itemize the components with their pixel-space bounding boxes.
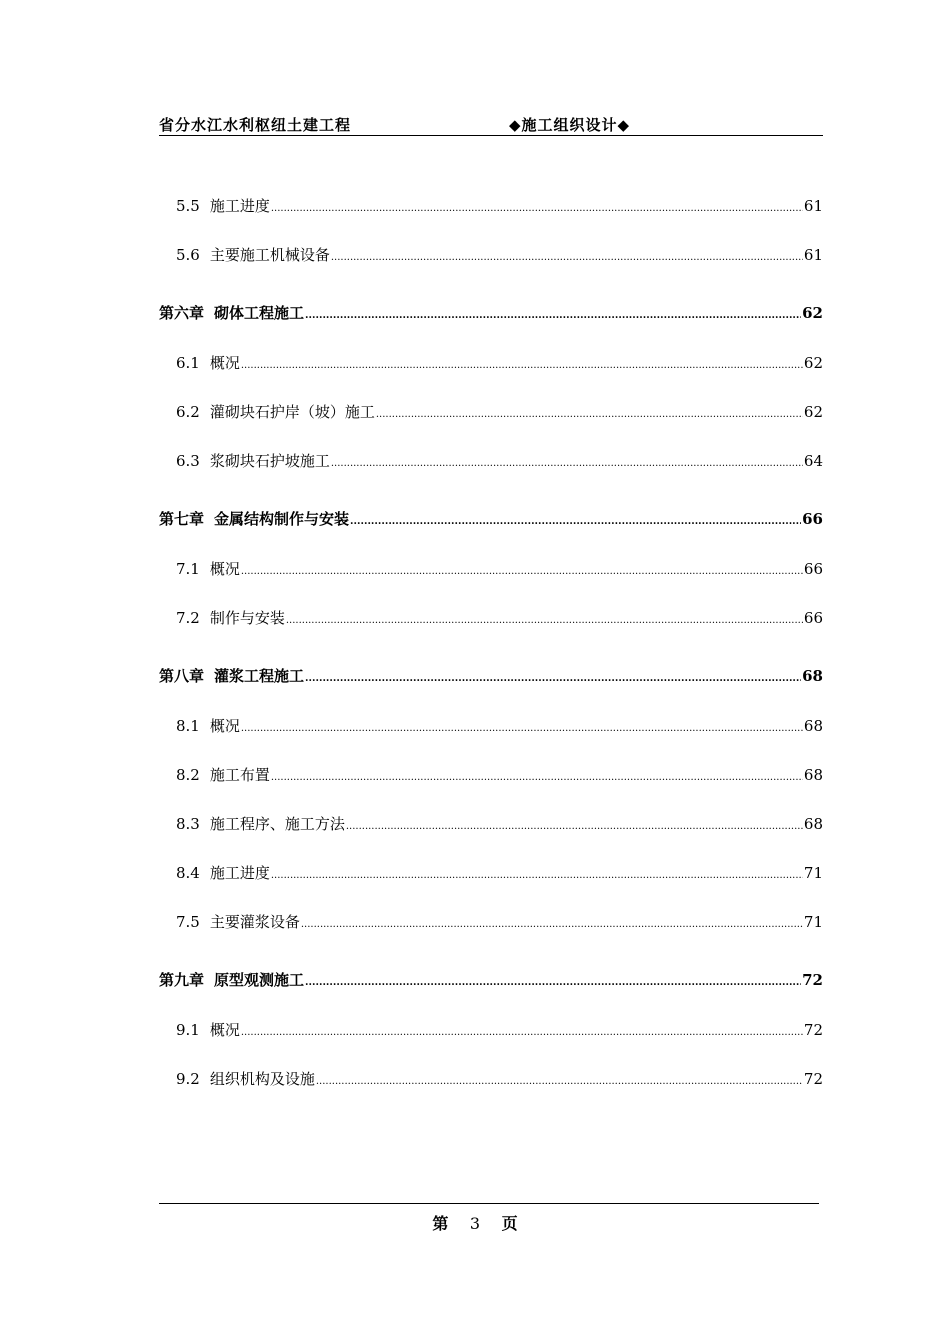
toc-dot-leader — [316, 1077, 803, 1087]
toc-dot-leader — [350, 517, 801, 527]
toc-entry-title: 主要灌浆设备 — [209, 913, 300, 931]
toc-entry-title: 施工布置 — [209, 766, 270, 784]
toc-entry-page: 66 — [802, 510, 823, 528]
toc-entry-page: 68 — [803, 815, 823, 833]
toc-dot-leader — [286, 616, 803, 626]
toc-section-entry[interactable] — [159, 343, 823, 392]
toc-entry-number: 5.6 — [176, 246, 200, 264]
toc-entry-number: 6.3 — [176, 452, 200, 470]
toc-entry-title: 主要施工机械设备 — [209, 246, 330, 264]
toc-entry-title: 灌砌块石护岸（坡）施工 — [209, 403, 375, 421]
toc-entry-number: 第六章 — [159, 304, 205, 322]
toc-dot-leader — [271, 773, 803, 783]
toc-section-entry[interactable] — [159, 902, 823, 951]
toc-entry-page: 72 — [803, 1070, 823, 1088]
toc-entry-title: 概况 — [209, 1021, 240, 1039]
toc-dot-leader — [331, 253, 803, 263]
toc-section-entry[interactable] — [159, 804, 823, 853]
toc-entry-page: 61 — [803, 246, 823, 264]
toc-entry-title: 原型观测施工 — [214, 971, 305, 989]
toc-section-entry[interactable] — [159, 392, 823, 441]
toc-entry-number: 7.1 — [176, 560, 200, 578]
toc-dot-leader — [305, 674, 801, 684]
toc-entry-page: 62 — [803, 354, 823, 372]
toc-section-entry[interactable] — [159, 1010, 823, 1059]
toc-entry-page: 72 — [802, 971, 823, 989]
toc-dot-leader — [305, 978, 801, 988]
toc-section-entry[interactable] — [159, 235, 823, 284]
toc-entry-page: 62 — [803, 403, 823, 421]
toc-entry-number: 8.3 — [176, 815, 200, 833]
toc-entry-page: 66 — [803, 609, 823, 627]
toc-entry-number: 8.2 — [176, 766, 200, 784]
toc-entry-page: 68 — [803, 766, 823, 784]
toc-section-entry[interactable] — [159, 441, 823, 490]
toc-entry-number: 7.2 — [176, 609, 200, 627]
toc-dot-leader — [331, 459, 803, 469]
toc-chapter-entry[interactable] — [159, 284, 823, 343]
toc-entry-number: 8.1 — [176, 717, 200, 735]
toc-chapter-entry[interactable] — [159, 951, 823, 1010]
toc-entry-title: 施工进度 — [209, 197, 270, 215]
toc-entry-title: 概况 — [209, 354, 240, 372]
toc-section-entry[interactable] — [159, 853, 823, 902]
toc-entry-page: 61 — [803, 197, 823, 215]
toc-entry-number: 9.2 — [176, 1070, 200, 1088]
toc-entry-page: 72 — [803, 1021, 823, 1039]
toc-entry-title: 概况 — [209, 560, 240, 578]
toc-entry-title: 浆砌块石护坡施工 — [209, 452, 330, 470]
toc-chapter-entry[interactable] — [159, 490, 823, 549]
toc-entry-number: 7.5 — [176, 913, 200, 931]
toc-section-entry[interactable] — [159, 755, 823, 804]
toc-entry-page: 68 — [803, 717, 823, 735]
toc-entry-number: 9.1 — [176, 1021, 200, 1039]
toc-entry-number: 第九章 — [159, 971, 205, 989]
toc-section-entry[interactable] — [159, 598, 823, 647]
toc-dot-leader — [305, 311, 801, 321]
toc-entry-number: 第七章 — [159, 510, 205, 528]
toc-entry-title: 施工进度 — [209, 864, 270, 882]
toc-dot-leader — [241, 1028, 803, 1038]
toc-section-entry[interactable] — [159, 706, 823, 755]
toc-entry-title: 灌浆工程施工 — [214, 667, 305, 685]
toc-entry-number: 5.5 — [176, 197, 200, 215]
footer-page-number: 3 — [469, 1214, 481, 1233]
toc-entry-number: 第八章 — [159, 667, 205, 685]
toc-dot-leader — [241, 724, 803, 734]
toc-dot-leader — [271, 871, 803, 881]
toc-dot-leader — [271, 204, 803, 214]
toc-entry-page: 68 — [802, 667, 823, 685]
toc-dot-leader — [376, 410, 803, 420]
footer-suffix: 页 — [501, 1214, 518, 1233]
header-document-title: ◆施工组织设计◆ — [509, 116, 631, 134]
toc-entry-title: 施工程序、施工方法 — [209, 815, 345, 833]
toc-entry-page: 71 — [803, 864, 823, 882]
header-project-title: 省分水江水利枢纽土建工程 — [159, 116, 352, 134]
toc-dot-leader — [241, 567, 803, 577]
toc-entry-number: 6.2 — [176, 403, 200, 421]
toc-dot-leader — [346, 822, 803, 832]
toc-dot-leader — [241, 361, 803, 371]
toc-section-entry[interactable] — [159, 549, 823, 598]
page-footer — [0, 1211, 950, 1234]
toc-entry-page: 64 — [803, 452, 823, 470]
table-of-contents — [159, 186, 823, 1108]
toc-entry-title: 砌体工程施工 — [214, 304, 305, 322]
toc-chapter-entry[interactable] — [159, 647, 823, 706]
toc-dot-leader — [301, 920, 803, 930]
toc-entry-number: 8.4 — [176, 864, 200, 882]
page-header — [159, 112, 823, 136]
footer-prefix: 第 — [432, 1214, 449, 1233]
toc-section-entry[interactable] — [159, 1059, 823, 1108]
toc-entry-page: 71 — [803, 913, 823, 931]
toc-section-entry[interactable] — [159, 186, 823, 235]
toc-entry-title: 金属结构制作与安装 — [214, 510, 350, 528]
toc-entry-title: 制作与安装 — [209, 609, 285, 627]
footer-divider — [159, 1203, 819, 1204]
toc-entry-number: 6.1 — [176, 354, 200, 372]
toc-entry-title: 概况 — [209, 717, 240, 735]
toc-entry-page: 62 — [802, 304, 823, 322]
toc-entry-page: 66 — [803, 560, 823, 578]
toc-entry-title: 组织机构及设施 — [209, 1070, 315, 1088]
